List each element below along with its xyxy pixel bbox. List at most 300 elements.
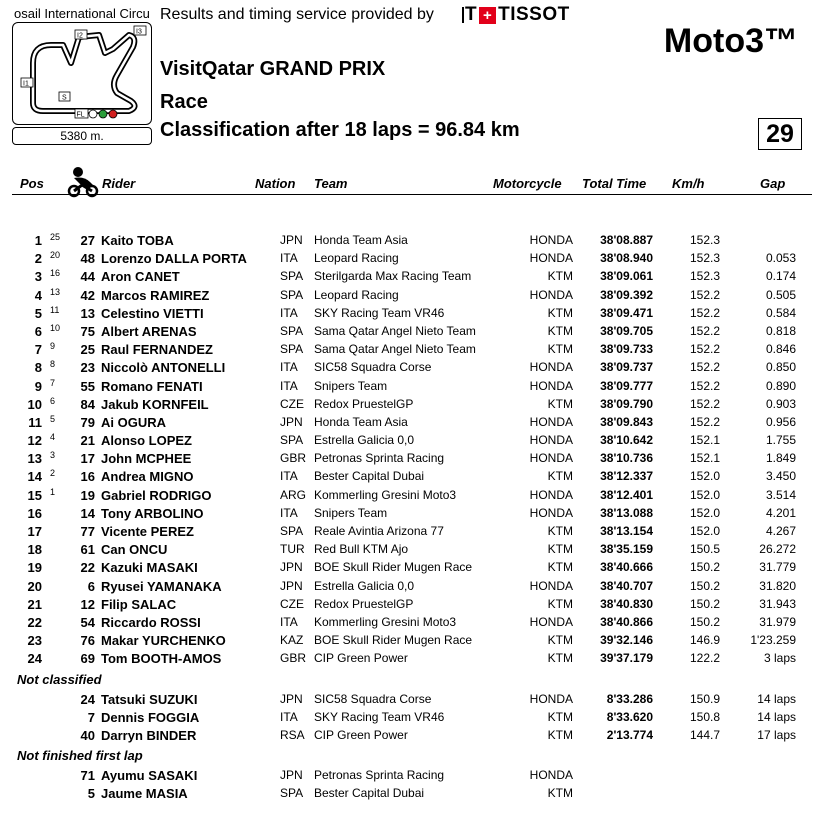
row-position: 23 xyxy=(27,633,42,649)
row-nation: ITA xyxy=(280,305,298,320)
row-position: 2 xyxy=(34,251,42,267)
row-team: CIP Green Power xyxy=(314,651,408,666)
row-speed: 150.2 xyxy=(689,560,720,575)
row-number: 69 xyxy=(80,651,95,667)
row-total-time: 38'13.088 xyxy=(600,505,653,520)
row-rider: Niccolò ANTONELLI xyxy=(101,360,226,376)
row-position: 13 xyxy=(27,451,42,467)
row-gap: 17 laps xyxy=(757,727,796,742)
row-motorcycle: HONDA xyxy=(529,233,573,247)
header-divider xyxy=(12,194,812,195)
row-speed: 150.9 xyxy=(689,691,720,706)
row-total-time: 38'10.642 xyxy=(600,433,653,448)
table-row xyxy=(0,578,820,596)
table-row xyxy=(0,468,820,486)
row-number: 79 xyxy=(80,414,95,430)
row-grid: 4 xyxy=(50,432,56,443)
col-pos: Pos xyxy=(20,176,44,191)
row-grid: 9 xyxy=(50,341,56,352)
row-motorcycle: KTM xyxy=(547,651,573,666)
table-row xyxy=(0,414,820,432)
row-nation: GBR xyxy=(280,451,307,466)
row-grid: 16 xyxy=(50,268,61,279)
track-length: 5380 m. xyxy=(12,127,152,145)
row-motorcycle: HONDA xyxy=(529,287,573,302)
table-row xyxy=(0,559,820,577)
row-rider: Jakub KORNFEIL xyxy=(101,396,209,412)
table-row xyxy=(0,505,820,523)
table-row xyxy=(0,432,820,450)
track-label-i2: I2 xyxy=(77,32,83,40)
row-speed: 152.2 xyxy=(689,305,720,320)
row-rider: Ryusei YAMANAKA xyxy=(101,578,222,594)
row-rider: Celestino VIETTI xyxy=(101,305,204,321)
row-motorcycle: HONDA xyxy=(529,360,573,375)
row-total-time: 8'33.286 xyxy=(606,691,653,706)
row-nation: ITA xyxy=(280,360,298,375)
not-classified-section xyxy=(0,691,820,746)
row-number: 61 xyxy=(80,542,95,558)
table-row xyxy=(0,287,820,305)
row-motorcycle: KTM xyxy=(547,269,573,284)
row-grid: 13 xyxy=(50,286,61,297)
row-rider: Ai OGURA xyxy=(101,414,166,430)
row-speed: 146.9 xyxy=(689,633,720,648)
table-row xyxy=(0,691,820,709)
row-number: 71 xyxy=(80,768,95,784)
row-rider: Tatsuki SUZUKI xyxy=(101,691,198,707)
row-speed: 152.2 xyxy=(689,396,720,411)
row-rider: John MCPHEE xyxy=(101,451,192,467)
track-label-i3: I3 xyxy=(136,28,142,36)
row-position: 7 xyxy=(34,342,42,358)
row-rider: Alonso LOPEZ xyxy=(101,433,192,449)
row-number: 27 xyxy=(80,233,95,248)
table-row xyxy=(0,596,820,614)
row-team: Reale Avintia Arizona 77 xyxy=(314,524,444,538)
row-total-time: 8'33.620 xyxy=(606,709,653,724)
row-number: 22 xyxy=(80,560,95,576)
sponsor-name: TISSOT xyxy=(498,4,570,25)
row-number: 19 xyxy=(80,487,95,503)
row-gap: 1.755 xyxy=(765,433,796,448)
row-speed: 150.2 xyxy=(689,596,720,611)
row-nation: RSA xyxy=(280,727,305,742)
row-motorcycle: HONDA xyxy=(529,487,573,502)
row-position: 22 xyxy=(27,614,42,630)
row-total-time: 38'40.666 xyxy=(600,560,653,575)
row-team: Red Bull KTM Ajo xyxy=(314,542,409,557)
row-team: Petronas Sprinta Racing xyxy=(314,768,445,783)
row-position: 15 xyxy=(27,487,42,503)
row-team: Kommerling Gresini Moto3 xyxy=(314,614,457,629)
row-speed: 152.1 xyxy=(689,451,720,466)
row-grid: 5 xyxy=(50,413,56,424)
row-motorcycle: HONDA xyxy=(529,251,573,266)
row-team: Petronas Sprinta Racing xyxy=(314,451,445,466)
row-motorcycle: HONDA xyxy=(529,614,573,629)
col-gap: Gap xyxy=(760,176,786,191)
row-number: 5 xyxy=(87,786,95,802)
classification-title: Classification after 18 laps = 96.84 km xyxy=(160,119,520,141)
row-gap: 31.943 xyxy=(759,596,796,611)
row-total-time: 38'08.887 xyxy=(600,233,653,247)
row-team: SKY Racing Team VR46 xyxy=(314,305,445,320)
row-nation: JPN xyxy=(280,578,303,593)
row-nation: ITA xyxy=(280,378,298,393)
row-number: 12 xyxy=(80,596,95,612)
row-gap: 0.584 xyxy=(765,305,796,320)
row-team: Estrella Galicia 0,0 xyxy=(314,433,415,448)
row-nation: TUR xyxy=(280,542,305,557)
row-rider: Makar YURCHENKO xyxy=(101,633,226,649)
row-speed: 150.2 xyxy=(689,578,720,593)
row-nation: JPN xyxy=(280,414,303,429)
row-nation: ITA xyxy=(280,505,298,520)
table-row xyxy=(0,232,820,250)
table-row xyxy=(0,785,820,803)
row-speed: 150.8 xyxy=(689,709,720,724)
row-gap: 3.514 xyxy=(765,487,796,502)
row-rider: Can ONCU xyxy=(101,542,168,558)
motorcycle-rider-icon xyxy=(66,164,100,198)
table-row xyxy=(0,341,820,359)
row-speed: 144.7 xyxy=(689,727,720,742)
row-total-time: 38'40.707 xyxy=(600,578,653,593)
row-gap: 0.818 xyxy=(765,323,796,338)
row-total-time: 38'40.866 xyxy=(600,614,653,629)
row-motorcycle: KTM xyxy=(547,542,573,557)
row-total-time: 38'09.777 xyxy=(600,378,653,393)
row-speed: 152.0 xyxy=(689,487,720,502)
col-nation: Nation xyxy=(255,176,296,191)
row-speed: 152.3 xyxy=(689,269,720,284)
row-motorcycle: HONDA xyxy=(529,433,573,448)
row-nation: SPA xyxy=(280,287,304,302)
row-total-time: 38'08.940 xyxy=(600,251,653,266)
row-position: 19 xyxy=(27,560,42,576)
row-total-time: 38'10.736 xyxy=(600,451,653,466)
row-gap: 31.979 xyxy=(759,614,796,629)
row-team: Kommerling Gresini Moto3 xyxy=(314,487,457,502)
row-nation: GBR xyxy=(280,651,307,666)
row-grid: 6 xyxy=(50,395,56,406)
row-gap: 3 laps xyxy=(763,651,796,666)
row-team: Sama Qatar Angel Nieto Team xyxy=(314,323,476,338)
classified-section xyxy=(0,232,820,669)
row-grid: 10 xyxy=(50,322,61,333)
row-total-time: 38'12.401 xyxy=(600,487,653,502)
row-motorcycle: HONDA xyxy=(529,691,573,706)
track-map xyxy=(12,22,152,125)
row-grid: 8 xyxy=(50,359,56,370)
row-nation: CZE xyxy=(280,596,304,611)
row-gap: 0.053 xyxy=(765,251,796,266)
row-rider: Gabriel RODRIGO xyxy=(101,487,212,503)
row-gap: 14 laps xyxy=(757,691,796,706)
row-team: Honda Team Asia xyxy=(314,414,408,429)
col-rider: Rider xyxy=(102,176,136,191)
row-position: 8 xyxy=(34,360,42,376)
provider-text: Results and timing service provided by xyxy=(160,6,434,23)
row-number: 48 xyxy=(80,251,95,267)
col-total-time: Total Time xyxy=(582,176,647,191)
row-number: 44 xyxy=(80,269,95,285)
col-team: Team xyxy=(314,176,348,191)
row-rider: Raul FERNANDEZ xyxy=(101,342,213,358)
table-row xyxy=(0,487,820,505)
row-team: Leopard Racing xyxy=(314,287,399,302)
row-rider: Marcos RAMIREZ xyxy=(101,287,210,303)
table-row xyxy=(0,650,820,668)
row-rider: Kaito TOBA xyxy=(101,233,174,248)
row-speed: 152.2 xyxy=(689,323,720,338)
row-motorcycle: KTM xyxy=(547,596,573,611)
row-position: 18 xyxy=(27,542,42,558)
row-rider: Aron CANET xyxy=(101,269,180,285)
row-motorcycle: KTM xyxy=(547,342,573,357)
table-row xyxy=(0,378,820,396)
row-gap: 31.779 xyxy=(759,560,796,575)
row-motorcycle: KTM xyxy=(547,727,573,742)
row-position: 9 xyxy=(34,378,42,394)
row-motorcycle: KTM xyxy=(547,524,573,538)
row-position: 3 xyxy=(34,269,42,285)
row-team: Redox PruestelGP xyxy=(314,596,414,611)
col-kmh: Km/h xyxy=(672,176,705,191)
row-grid: 7 xyxy=(50,377,56,388)
row-nation: JPN xyxy=(280,233,303,247)
row-grid: 1 xyxy=(50,486,56,497)
row-grid: 2 xyxy=(50,468,56,479)
row-rider: Ayumu SASAKI xyxy=(101,768,198,784)
row-team: Sterilgarda Max Racing Team xyxy=(314,269,472,284)
row-position: 4 xyxy=(34,287,42,303)
table-row xyxy=(0,632,820,650)
row-number: 23 xyxy=(80,360,95,376)
row-gap: 0.505 xyxy=(765,287,796,302)
row-nation: SPA xyxy=(280,786,304,801)
row-team: Snipers Team xyxy=(314,505,388,520)
row-gap: 1'23.259 xyxy=(750,633,796,648)
row-total-time: 2'13.774 xyxy=(606,727,653,742)
row-motorcycle: KTM xyxy=(547,396,573,411)
table-row xyxy=(0,250,820,268)
col-motorcycle: Motorcycle xyxy=(493,176,562,191)
row-nation: KAZ xyxy=(280,633,304,648)
row-position: 14 xyxy=(27,469,42,485)
row-gap: 0.903 xyxy=(765,396,796,411)
row-team: SIC58 Squadra Corse xyxy=(314,360,432,375)
row-team: BOE Skull Rider Mugen Race xyxy=(314,633,473,648)
row-position: 1 xyxy=(34,233,42,248)
row-motorcycle: KTM xyxy=(547,633,573,648)
track-label-i1: I1 xyxy=(23,80,29,88)
row-nation: ITA xyxy=(280,709,298,724)
row-nation: JPN xyxy=(280,560,303,575)
row-grid: 25 xyxy=(50,232,61,242)
table-row xyxy=(0,709,820,727)
row-team: Redox PruestelGP xyxy=(314,396,414,411)
row-position: 11 xyxy=(28,414,42,430)
row-gap: 0.174 xyxy=(765,269,796,284)
row-total-time: 38'35.159 xyxy=(600,542,653,557)
not-finished-section xyxy=(0,767,820,803)
row-team: Estrella Galicia 0,0 xyxy=(314,578,415,593)
table-row xyxy=(0,396,820,414)
table-row xyxy=(0,767,820,785)
row-position: 17 xyxy=(27,524,42,539)
row-nation: ARG xyxy=(280,487,307,502)
row-rider: Darryn BINDER xyxy=(101,727,197,743)
not-classified-title: Not classified xyxy=(17,671,102,687)
circuit-name: osail International Circu xyxy=(14,6,150,21)
row-motorcycle: HONDA xyxy=(529,768,573,783)
row-total-time: 38'09.843 xyxy=(600,414,653,429)
row-total-time: 38'09.392 xyxy=(600,287,653,302)
row-motorcycle: KTM xyxy=(547,323,573,338)
row-grid: 11 xyxy=(50,304,60,315)
row-team: Honda Team Asia xyxy=(314,233,408,247)
row-rider: Tom BOOTH-AMOS xyxy=(101,651,222,667)
row-number: 77 xyxy=(80,524,95,539)
row-motorcycle: KTM xyxy=(547,469,573,484)
row-nation: ITA xyxy=(280,614,298,629)
table-row xyxy=(0,305,820,323)
row-grid: 3 xyxy=(50,450,56,461)
row-rider: Albert ARENAS xyxy=(101,323,197,339)
row-number: 13 xyxy=(80,305,95,321)
row-total-time: 38'40.830 xyxy=(600,596,653,611)
row-nation: ITA xyxy=(280,251,298,266)
table-row xyxy=(0,541,820,559)
row-nation: JPN xyxy=(280,691,303,706)
row-speed: 152.0 xyxy=(689,524,720,538)
track-label-s: S xyxy=(62,94,67,102)
row-number: 14 xyxy=(80,505,95,521)
row-speed: 122.2 xyxy=(689,651,720,666)
table-row xyxy=(0,523,820,541)
row-gap: 31.820 xyxy=(759,578,796,593)
row-rider: Romano FENATI xyxy=(101,378,203,394)
series-title: Moto3™ xyxy=(663,22,798,60)
row-gap: 4.201 xyxy=(765,505,796,520)
row-gap: 26.272 xyxy=(759,542,796,557)
sponsor-logo: T + TISSOT xyxy=(462,6,570,24)
row-rider: Filip SALAC xyxy=(101,596,177,612)
row-speed: 152.3 xyxy=(689,251,720,266)
row-speed: 152.2 xyxy=(689,360,720,375)
row-position: 20 xyxy=(27,578,42,594)
row-number: 75 xyxy=(80,323,95,339)
row-position: 6 xyxy=(34,323,42,339)
row-total-time: 38'09.733 xyxy=(600,342,653,357)
row-team: Bester Capital Dubai xyxy=(314,786,425,801)
row-speed: 150.5 xyxy=(689,542,720,557)
row-gap: 0.890 xyxy=(765,378,796,393)
swiss-cross-icon: + xyxy=(479,7,496,24)
row-nation: SPA xyxy=(280,433,304,448)
session-name: Race xyxy=(160,91,208,113)
page-number: 29 xyxy=(758,118,802,150)
row-total-time: 38'09.705 xyxy=(600,323,653,338)
row-nation: SPA xyxy=(280,524,304,538)
row-gap: 14 laps xyxy=(757,709,796,724)
row-team: CIP Green Power xyxy=(314,727,408,742)
row-number: 16 xyxy=(80,469,95,485)
row-total-time: 38'13.154 xyxy=(600,524,653,538)
row-nation: ITA xyxy=(280,469,298,484)
row-team: BOE Skull Rider Mugen Race xyxy=(314,560,473,575)
row-position: 16 xyxy=(27,505,42,521)
row-gap: 0.850 xyxy=(765,360,796,375)
row-nation: SPA xyxy=(280,323,304,338)
row-speed: 152.0 xyxy=(689,505,720,520)
row-number: 24 xyxy=(80,691,95,707)
row-motorcycle: KTM xyxy=(547,709,573,724)
row-rider: Jaume MASIA xyxy=(101,786,188,802)
row-team: SIC58 Squadra Corse xyxy=(314,691,432,706)
row-team: Sama Qatar Angel Nieto Team xyxy=(314,342,476,357)
row-team: SKY Racing Team VR46 xyxy=(314,709,445,724)
row-speed: 152.3 xyxy=(689,233,720,247)
row-total-time: 38'09.471 xyxy=(600,305,653,320)
track-label-fl: FL xyxy=(76,111,85,119)
row-number: 40 xyxy=(80,727,95,743)
row-number: 6 xyxy=(87,578,95,594)
row-position: 24 xyxy=(27,651,42,667)
row-rider: Kazuki MASAKI xyxy=(101,560,198,576)
row-nation: SPA xyxy=(280,342,304,357)
row-grid: 20 xyxy=(50,250,61,261)
row-position: 5 xyxy=(34,305,42,321)
row-speed: 150.2 xyxy=(689,614,720,629)
row-position: 21 xyxy=(27,596,42,612)
row-rider: Tony ARBOLINO xyxy=(101,505,204,521)
row-rider: Andrea MIGNO xyxy=(101,469,194,485)
row-speed: 152.2 xyxy=(689,287,720,302)
results-table xyxy=(0,232,820,803)
row-number: 84 xyxy=(80,396,95,412)
row-total-time: 38'09.061 xyxy=(600,269,653,284)
row-speed: 152.1 xyxy=(689,433,720,448)
row-team: Leopard Racing xyxy=(314,251,399,266)
table-row xyxy=(0,268,820,286)
row-motorcycle: HONDA xyxy=(529,378,573,393)
row-rider: Vicente PEREZ xyxy=(101,524,194,539)
row-total-time: 39'37.179 xyxy=(600,651,653,666)
row-speed: 152.2 xyxy=(689,414,720,429)
row-number: 76 xyxy=(80,633,95,649)
row-gap: 3.450 xyxy=(765,469,796,484)
row-rider: Dennis FOGGIA xyxy=(101,709,200,725)
row-motorcycle: KTM xyxy=(547,786,573,801)
row-number: 25 xyxy=(80,342,95,358)
row-position: 12 xyxy=(27,433,42,449)
row-gap: 0.846 xyxy=(765,342,796,357)
row-total-time: 38'12.337 xyxy=(600,469,653,484)
table-row xyxy=(0,614,820,632)
row-motorcycle: HONDA xyxy=(529,451,573,466)
row-rider: Riccardo ROSSI xyxy=(101,614,201,630)
row-gap: 0.956 xyxy=(765,414,796,429)
row-speed: 152.2 xyxy=(689,378,720,393)
row-nation: JPN xyxy=(280,768,303,783)
row-rider: Lorenzo DALLA PORTA xyxy=(101,251,247,267)
row-speed: 152.0 xyxy=(689,469,720,484)
not-finished-title: Not finished first lap xyxy=(17,748,143,764)
row-number: 54 xyxy=(80,614,95,630)
